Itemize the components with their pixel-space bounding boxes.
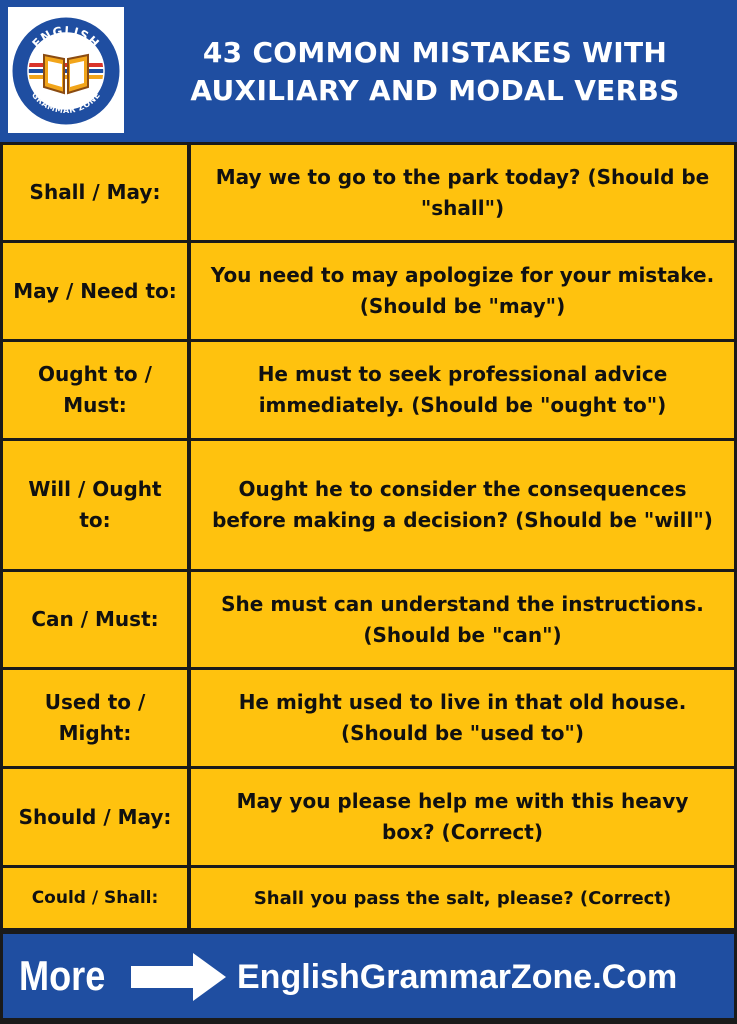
page-title bbox=[140, 34, 730, 110]
title-line-2: AUXILIARY AND MODAL VERBS bbox=[190, 74, 680, 107]
term-cell: Will / Ought to: bbox=[3, 441, 187, 569]
table-row bbox=[0, 240, 737, 339]
example-cell: May you please help me with this heavy box? (Correct) bbox=[191, 769, 734, 865]
term-cell: May / Need to: bbox=[3, 243, 187, 339]
term-cell: Shall / May: bbox=[3, 145, 187, 240]
example-cell: Ought he to consider the consequences before making a decision? (Should be "will") bbox=[191, 441, 734, 569]
website-link[interactable]: EnglishGrammarZone.Com bbox=[237, 958, 678, 996]
example-cell: He might used to live in that old house. (Should be "used to") bbox=[191, 670, 734, 766]
term-cell: Could / Shall: bbox=[3, 868, 187, 928]
example-cell: May we to go to the park today? (Should be "shall") bbox=[191, 145, 734, 240]
term-cell: Can / Must: bbox=[3, 572, 187, 667]
example-cell: He must to seek professional advice immediately. (Should be "ought to") bbox=[191, 342, 734, 438]
english-grammar-zone-logo bbox=[8, 7, 124, 133]
table-row bbox=[0, 142, 737, 240]
footer bbox=[0, 928, 737, 1024]
table-row bbox=[0, 569, 737, 667]
table-row bbox=[0, 766, 737, 865]
book-icon bbox=[44, 55, 88, 93]
table-row bbox=[0, 438, 737, 569]
svg-text:GRAMMAR ZONE: GRAMMAR ZONE bbox=[29, 90, 103, 116]
mistakes-table bbox=[0, 142, 737, 928]
more-label: More bbox=[19, 952, 106, 999]
table-row bbox=[0, 667, 737, 766]
table-row bbox=[0, 865, 737, 928]
example-cell: She must can understand the instructions. (Should be "can") bbox=[191, 572, 734, 667]
title-line-1: 43 COMMON MISTAKES WITH bbox=[202, 36, 668, 69]
header bbox=[0, 0, 737, 140]
footer-banner bbox=[3, 934, 734, 1018]
table-row bbox=[0, 339, 737, 438]
term-cell: Should / May: bbox=[3, 769, 187, 865]
term-cell: Ought to / Must: bbox=[3, 342, 187, 438]
example-cell: You need to may apologize for your mistake. (Should be "may") bbox=[191, 243, 734, 339]
term-cell: Used to / Might: bbox=[3, 670, 187, 766]
right-arrow-icon bbox=[131, 952, 227, 1002]
example-cell: Shall you pass the salt, please? (Correct) bbox=[191, 868, 734, 928]
svg-text:ENGLISH: ENGLISH bbox=[29, 23, 103, 52]
